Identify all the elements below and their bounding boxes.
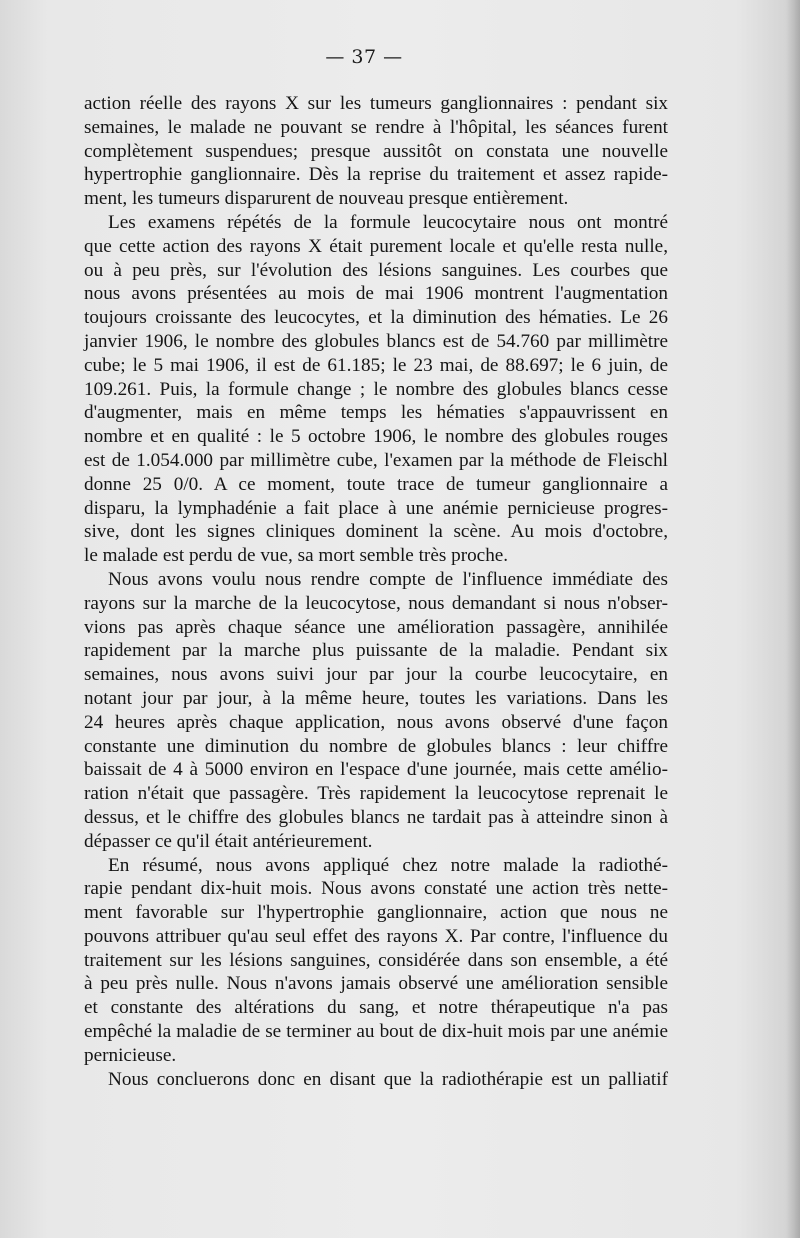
text-line: et constante des altérations du sang, et notre thérapeutique n'a pas	[84, 997, 668, 1019]
text-line: 24 heures après chaque application, nous avons observé d'une façon	[84, 711, 668, 733]
text-line: donne 25 0/0. A ce moment, toute trace de tumeur ganglionnaire a	[84, 473, 668, 495]
text-line: ou à peu près, sur l'évolution des lésions sanguines. Les courbes que	[84, 259, 668, 281]
text-line: complètement suspendues; presque aussitôt on constata une nouvelle	[84, 140, 668, 162]
text-line: que cette action des rayons X était purement locale et qu'elle resta nulle,	[84, 235, 668, 257]
text-line: ment, les tumeurs disparurent de nouveau presque entièrement.	[84, 188, 569, 210]
text-line: disparu, la lymphadénie a fait place à une anémie pernicieuse progres-	[84, 497, 668, 519]
body-text	[84, 92, 668, 1091]
text-line: En résumé, nous avons appliqué chez notre malade la radiothé-	[108, 854, 668, 876]
text-line: sive, dont les signes cliniques dominent la scène. Au mois d'octobre,	[84, 521, 668, 543]
text-line: cube; le 5 mai 1906, il est de 61.185; le 23 mai, de 88.697; le 6 juin, de	[84, 354, 668, 376]
text-line: 109.261. Puis, la formule change ; le nombre des globules blancs cesse	[84, 378, 668, 400]
text-line: toujours croissante des leucocytes, et la diminution des hématies. Le 26	[84, 307, 668, 329]
page-number: — 37 —	[325, 46, 403, 68]
text-line: nous avons présentées au mois de mai 1906 montrent l'augmentation	[84, 283, 668, 305]
text-line: semaines, le malade ne pouvant se rendre à l'hôpital, les séances furent	[84, 116, 668, 138]
text-line: est de 1.054.000 par millimètre cube, l'examen par la méthode de Fleischl	[84, 449, 668, 471]
text-line: janvier 1906, le nombre des globules blancs est de 54.760 par millimètre	[84, 330, 668, 352]
text-line: d'augmenter, mais en même temps les hématies s'appauvrissent en	[84, 402, 668, 424]
text-line: rapie pendant dix-huit mois. Nous avons constaté une action très nette-	[84, 878, 668, 900]
text-line: rayons sur la marche de la leucocytose, nous demandant si nous n'obser-	[84, 592, 668, 614]
text-line: hypertrophie ganglionnaire. Dès la reprise du traitement et assez rapide-	[84, 164, 668, 186]
text-line: rapidement par la marche plus puissante de la maladie. Pendant six	[84, 640, 668, 662]
text-line: Les examens répétés de la formule leucocytaire nous ont montré	[108, 211, 668, 233]
text-line: à peu près nulle. Nous n'avons jamais observé une amélioration sensible	[84, 973, 668, 995]
text-line: semaines, nous avons suivi jour par jour la courbe leucocytaire, en	[84, 664, 668, 686]
text-line: notant jour par jour, à la même heure, toutes les variations. Dans les	[84, 687, 668, 709]
text-line: constante une diminution du nombre de globules blancs : leur chiffre	[84, 735, 668, 757]
text-line: ration n'était que passagère. Très rapidement la leucocytose reprenait le	[84, 783, 668, 805]
text-line: nombre et en qualité : le 5 octobre 1906, le nombre des globules rouges	[84, 426, 668, 448]
text-line: pouvons attribuer qu'au seul effet des rayons X. Par contre, l'influence du	[84, 925, 668, 947]
text-line: dessus, et le chiffre des globules blancs ne tardait pas à atteindre sinon à	[84, 806, 668, 828]
text-line: Nous avons voulu nous rendre compte de l'influence immédiate des	[108, 568, 668, 590]
page-edge-shadow	[786, 0, 800, 1238]
text-line: pernicieuse.	[84, 1044, 177, 1066]
text-line: dépasser ce qu'il était antérieurement.	[84, 830, 373, 852]
text-line: vions pas après chaque séance une amélioration passagère, annihilée	[84, 616, 668, 638]
text-line: Nous concluerons donc en disant que la radiothérapie est un palliatif	[108, 1068, 668, 1090]
text-line: ment favorable sur l'hypertrophie ganglionnaire, action que nous ne	[84, 902, 668, 924]
text-line: traitement sur les lésions sanguines, considérée dans son ensemble, a été	[84, 949, 668, 971]
text-line: baissait de 4 à 5000 environ en l'espace d'une journée, mais cette amélio-	[84, 759, 668, 781]
text-line: action réelle des rayons X sur les tumeurs ganglionnaires : pendant six	[84, 93, 668, 114]
text-line: empêché la maladie de se terminer au bout de dix-huit mois par une anémie	[84, 1021, 668, 1043]
text-line: le malade est perdu de vue, sa mort semble très proche.	[84, 545, 509, 567]
